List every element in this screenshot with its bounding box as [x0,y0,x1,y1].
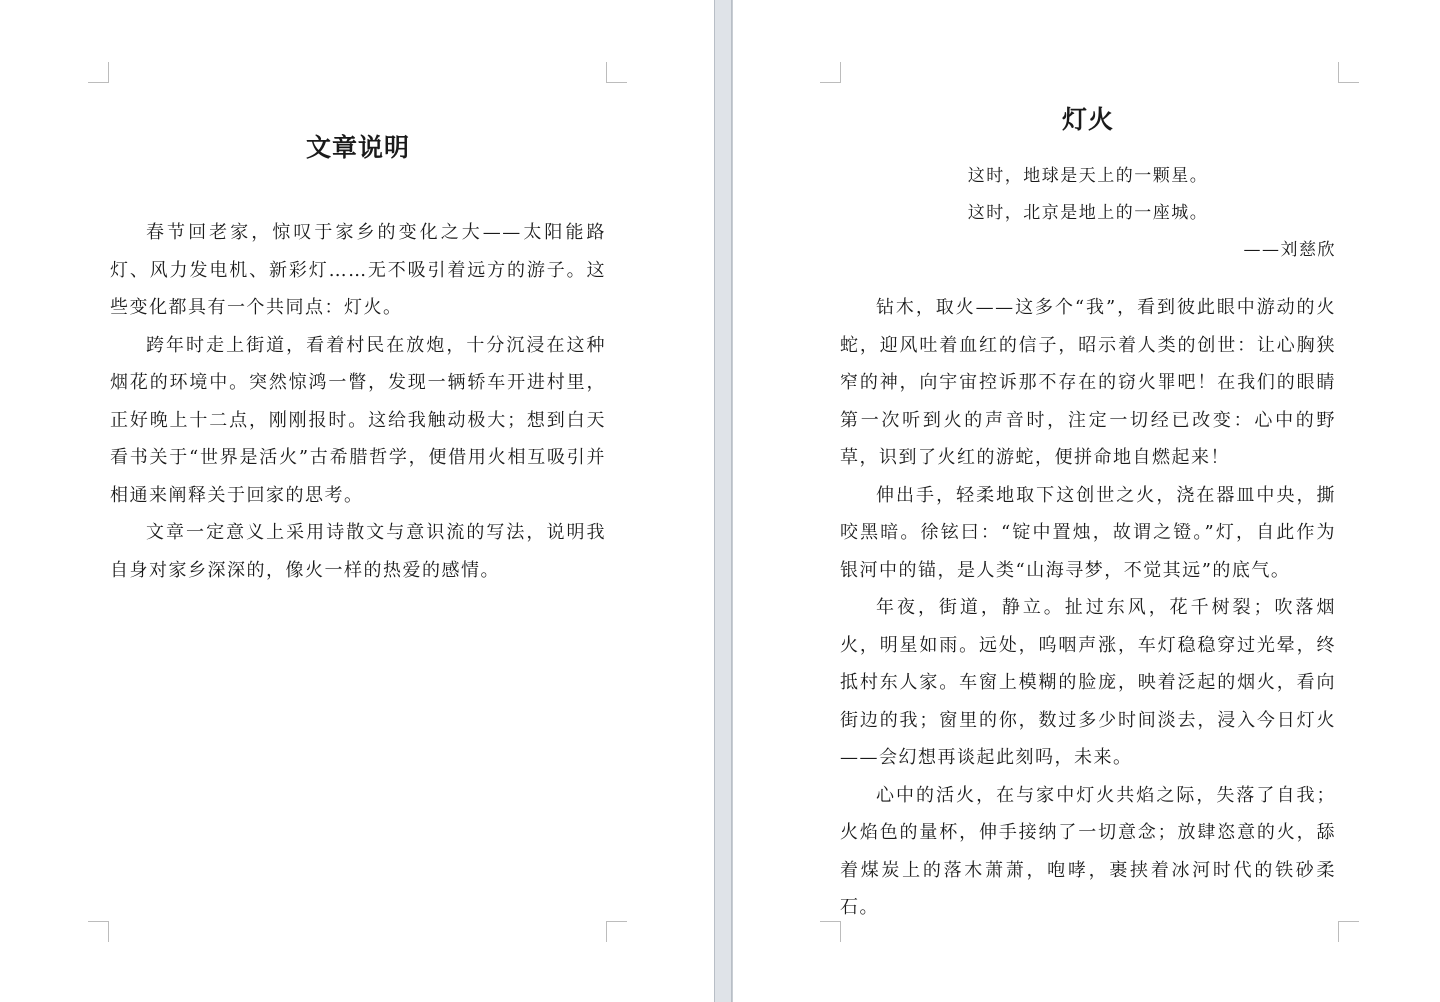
epigraph-line: 这时，北京是地上的一座城。 [967,203,1209,223]
paragraph: 钻木，取火——这多个“我”，看到彼此眼中游动的火蛇，迎风吐着血红的信子，昭示着人类的创世：让心胸狭窄的神，向宇宙控诉那不存在的窃火罪吧！在我们的眼睛第一次听到火的声音时，注定一切经已改变：心中的野草，识到了火红的游蛇，便拼命地自燃起来！ [840,297,1336,468]
paragraph: 春节回老家，惊叹于家乡的变化之大——太阳能路灯、风力发电机、新彩灯……无不吸引着远方的游子。这些变化都具有一个共同点：灯火。 [110,222,606,318]
paragraph: 伸出手，轻柔地取下这创世之火，浇在器皿中央，撕咬黑暗。徐铉曰：“锭中置烛，故谓之镫。”灯，自此作为银河中的锚，是人类“山海寻梦，不觉其远”的底气。 [840,484,1336,581]
page-body [110,214,606,589]
crop-mark-bottom-left [820,921,841,942]
crop-mark-top-right [606,62,627,83]
page-title: 文章说明 [305,133,410,162]
crop-mark-top-left [820,62,841,83]
page-gap [714,0,732,1002]
document-page-2 [732,0,1440,1002]
crop-mark-bottom-right [1338,921,1359,942]
crop-mark-top-left [88,62,109,83]
paragraph: 心中的活火，在与家中灯火共焰之际，失落了自我；火焰色的量杯，伸手接纳了一切意念；放肆恣意的火，舔着煤炭上的落木萧萧，咆哮，裹挟着冰河时代的铁砂柔石。 [840,784,1336,918]
epigraph-line: 这时，地球是天上的一颗星。 [967,166,1209,186]
paragraph: 文章一定意义上采用诗散文与意识流的写法，说明我自身对家乡深深的，像火一样的热爱的感情。 [110,522,606,581]
page-body [840,289,1336,927]
paragraph: 跨年时走上街道，看着村民在放炮，十分沉浸在这种烟花的环境中。突然惊鸿一瞥，发现一辆轿车开进村里，正好晚上十二点，刚刚报时。这给我触动极大；想到白天看书关于“世界是活火”古希腊哲学，便借用火相互吸引并相通来阐释关于回家的思考。 [110,334,606,506]
page-title: 灯火 [1061,105,1114,134]
crop-mark-top-right [1338,62,1359,83]
crop-mark-bottom-right [606,921,627,942]
paragraph: 年夜，街道，静立。扯过东风，花千树裂；吹落烟火，明星如雨。远处，呜咽声涨，车灯稳稳穿过光晕，终抵村东人家。车窗上模糊的脸庞，映着泛起的烟火，看向街边的我；窗里的你，数过多少时间淡去，浸入今日灯火——会幻想再谈起此刻吗，未来。 [840,597,1336,768]
document-page-1 [0,0,714,1002]
crop-mark-bottom-left [88,921,109,942]
epigraph [840,158,1336,269]
epigraph-attribution: ——刘慈欣 [1243,240,1336,260]
